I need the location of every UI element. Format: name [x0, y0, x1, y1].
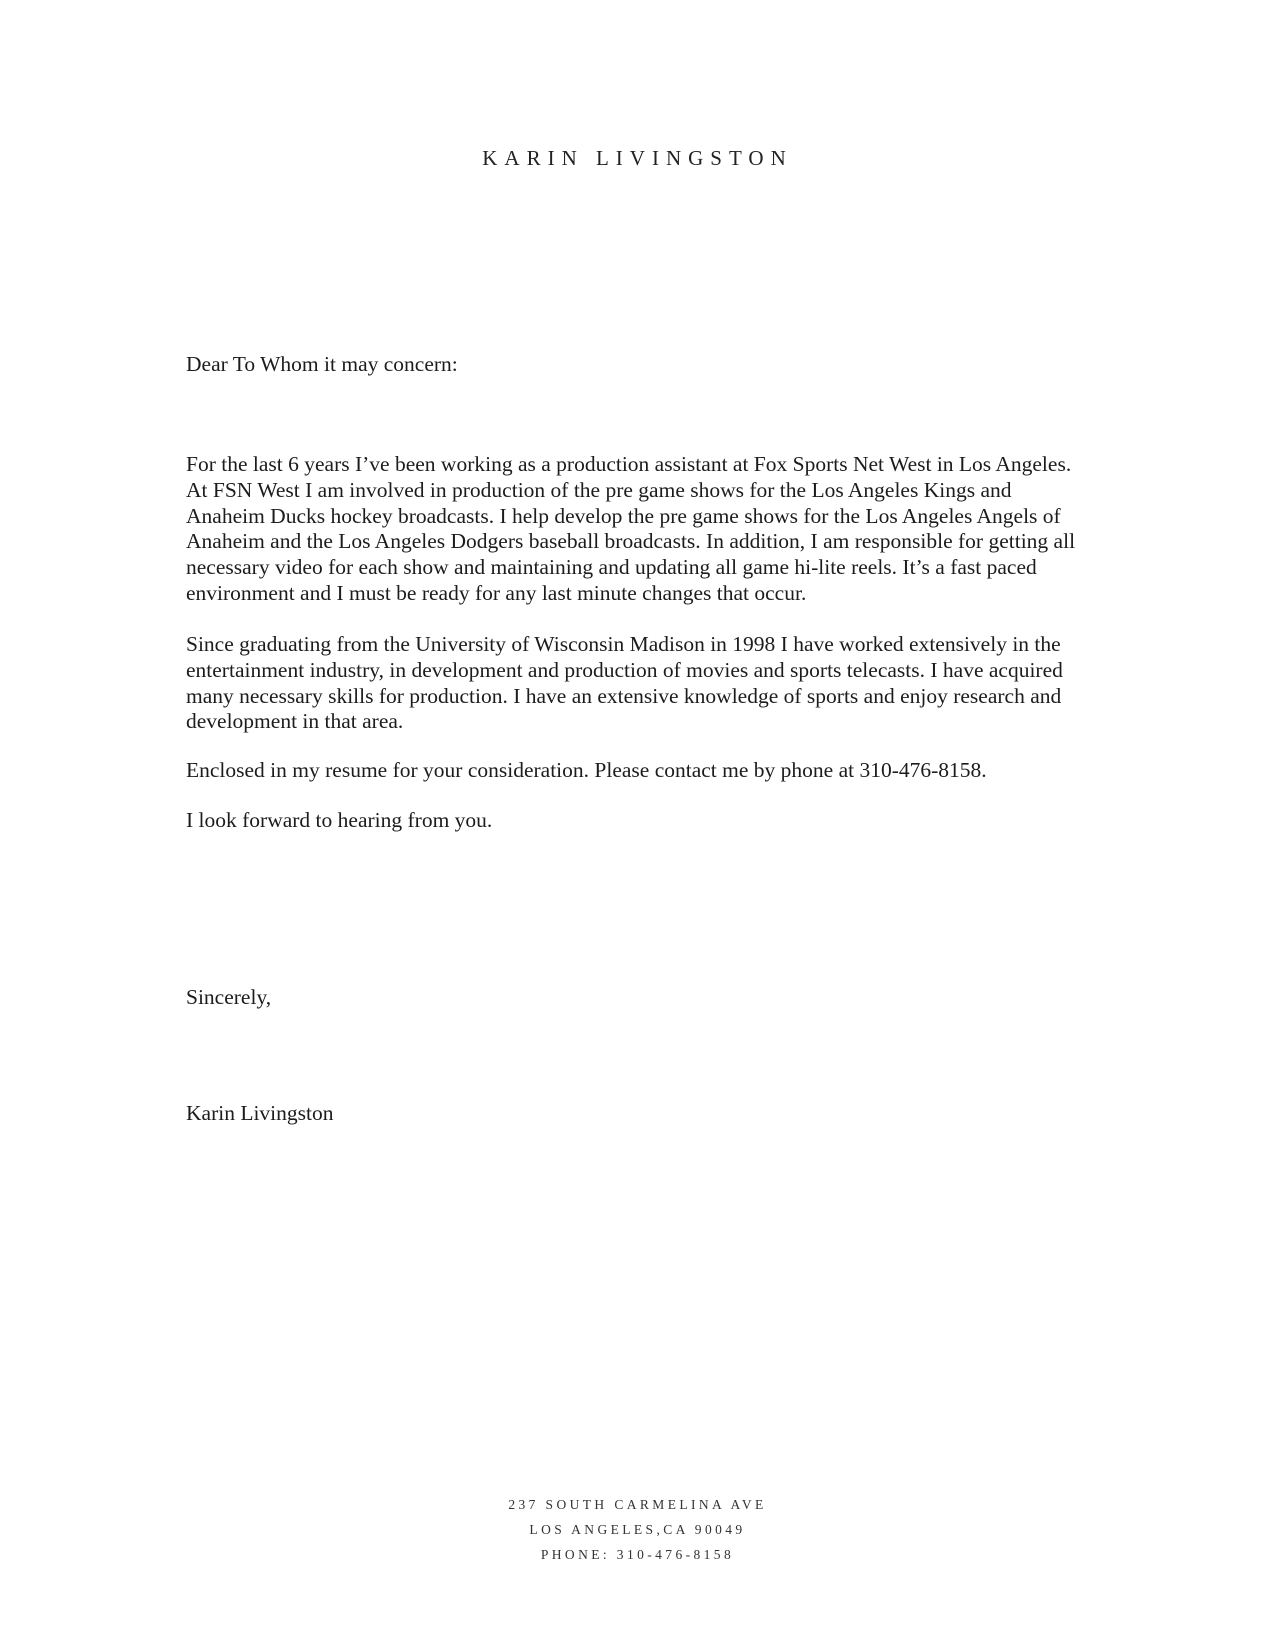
body-paragraph-3: Enclosed in my resume for your consideration. Please contact me by phone at 310-476-8158. — [186, 758, 987, 782]
footer-phone: PHONE: 310-476-8158 — [540, 1547, 735, 1562]
body-paragraph-2: Since graduating from the University of Wisconsin Madison in 1998 I have worked extensively in the entertainment industry, in development and production of movies and sports telecasts. I have acquired many necessary skills for production. I have an extensive knowledge of sports and enjoy research and development in that area. — [186, 632, 1063, 734]
footer-address-line1: 237 SOUTH CARMELINA AVE — [508, 1497, 767, 1512]
footer-address-line2: LOS ANGELES,CA 90049 — [529, 1522, 746, 1537]
body-paragraph-4: I look forward to hearing from you. — [186, 808, 493, 832]
letterhead-name: KARIN LIVINGSTON — [482, 146, 793, 170]
signature-name: Karin Livingston — [186, 1101, 334, 1125]
closing: Sincerely, — [186, 985, 272, 1009]
body-paragraph-1: For the last 6 years I’ve been working as a production assistant at Fox Sports Net West in Los Angeles. At FSN West I am involved in production of the pre game shows for the Los Angeles Kings and Anaheim Ducks hockey broadcasts. I help develop the pre game shows for the Los Angeles Angels of Anaheim and the Los Angeles Dodgers baseball broadcasts. In addition, I am responsible for getting all necessary video for each show and maintaining and updating all game hi-lite reels. It’s a fast paced environment and I must be ready for any last minute changes that occur. — [186, 452, 1076, 605]
salutation: Dear To Whom it may concern: — [186, 352, 458, 376]
